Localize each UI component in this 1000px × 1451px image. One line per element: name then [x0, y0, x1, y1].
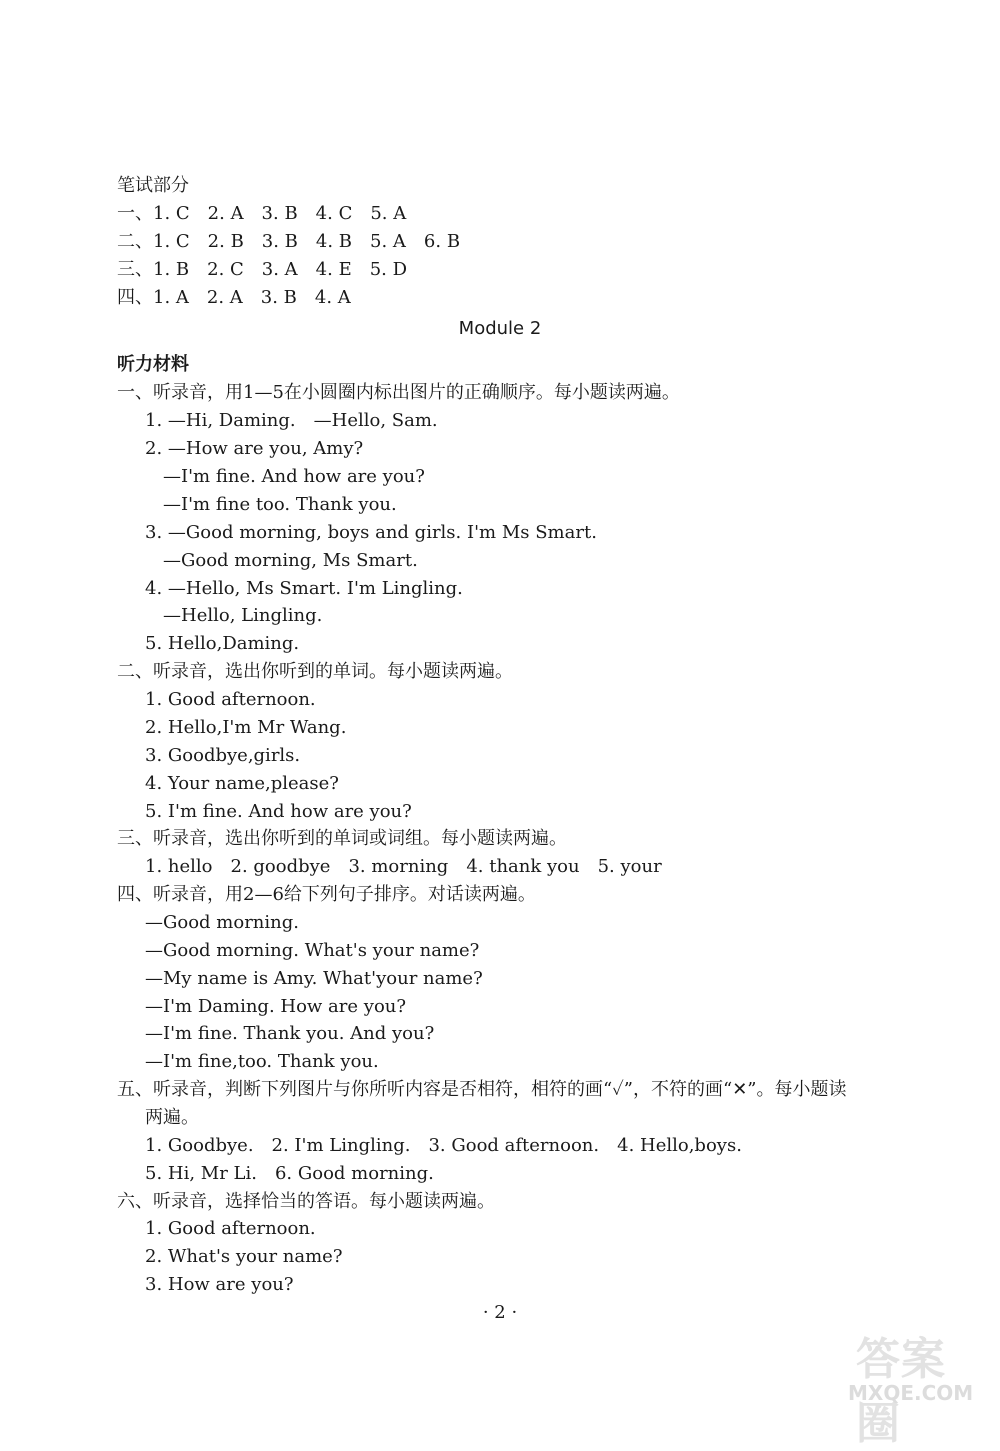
module-title: Module 2: [458, 318, 542, 339]
s4-item: —Good morning.: [145, 912, 299, 933]
section-5-instruction: 五、听录音，判断下列图片与你所听内容是否相符，相符的画“✓”，不符的画“✕”。每小题读: [117, 1079, 847, 1100]
s1-line: 1. —Hi, Daming. —Hello, Sam.: [145, 410, 438, 431]
s6-item: 2. What's your name?: [145, 1246, 343, 1267]
s1-line: —Good morning, Ms Smart.: [163, 550, 418, 571]
answer-line-4: 四、1. A 2. A 3. B 4. A: [117, 287, 351, 308]
s4-item: —My name is Amy. What'your name?: [145, 968, 483, 989]
section-2-instruction: 二、听录音，选出你听到的单词。每小题读两遍。: [117, 661, 513, 682]
s1-line: —Hello, Lingling.: [163, 605, 323, 626]
s1-line: 5. Hello,Daming.: [145, 633, 300, 654]
section-6-instruction: 六、听录音，选择恰当的答语。每小题读两遍。: [117, 1191, 495, 1212]
s5-line: 1. Goodbye. 2. I'm Lingling. 3. Good afternoon. 4. Hello,boys.: [145, 1135, 742, 1156]
s1-line: —I'm fine. And how are you?: [163, 466, 425, 487]
s6-item: 3. How are you?: [145, 1274, 294, 1295]
s4-item: —I'm Daming. How are you?: [145, 996, 407, 1017]
section-5-instruction-cont: 两遍。: [145, 1107, 199, 1128]
section-1-instruction: 一、听录音，用1—5在小圆圈内标出图片的正确顺序。每小题读两遍。: [117, 382, 680, 403]
listening-heading: 听力材料: [117, 354, 189, 375]
answer-line-3: 三、1. B 2. C 3. A 4. E 5. D: [117, 259, 408, 280]
section-3-instruction: 三、听录音，选出你听到的单词或词组。每小题读两遍。: [117, 828, 567, 849]
s2-item: 4. Your name,please?: [145, 773, 339, 794]
s1-line: —I'm fine too. Thank you.: [163, 494, 397, 515]
watermark-logo: 答案圈: [856, 1334, 946, 1449]
s4-item: —I'm fine. Thank you. And you?: [145, 1023, 435, 1044]
watermark-url: MXQE.COM: [848, 1381, 974, 1405]
s6-item: 1. Good afternoon.: [145, 1218, 316, 1239]
s2-item: 5. I'm fine. And how are you?: [145, 801, 412, 822]
s2-item: 2. Hello,I'm Mr Wang.: [145, 717, 347, 738]
s5-line: 5. Hi, Mr Li. 6. Good morning.: [145, 1163, 434, 1184]
s1-line: 3. —Good morning, boys and girls. I'm Ms Smart.: [145, 522, 597, 543]
page-number: · 2 ·: [482, 1302, 518, 1323]
s1-line: 2. —How are you, Amy?: [145, 438, 364, 459]
section-4-instruction: 四、听录音，用2—6给下列句子排序。对话读两遍。: [117, 884, 536, 905]
s1-line: 4. —Hello, Ms Smart. I'm Lingling.: [145, 578, 463, 599]
s2-item: 3. Goodbye,girls.: [145, 745, 301, 766]
s3-line: 1. hello 2. goodbye 3. morning 4. thank you 5. your: [145, 856, 662, 877]
s2-item: 1. Good afternoon.: [145, 689, 316, 710]
s4-item: —Good morning. What's your name?: [145, 940, 480, 961]
answer-line-2: 二、1. C 2. B 3. B 4. B 5. A 6. B: [117, 231, 461, 252]
written-heading: 笔试部分: [117, 175, 189, 196]
watermark: [848, 1323, 988, 1449]
answer-line-1: 一、1. C 2. A 3. B 4. C 5. A: [117, 203, 407, 224]
s4-item: —I'm fine,too. Thank you.: [145, 1051, 379, 1072]
